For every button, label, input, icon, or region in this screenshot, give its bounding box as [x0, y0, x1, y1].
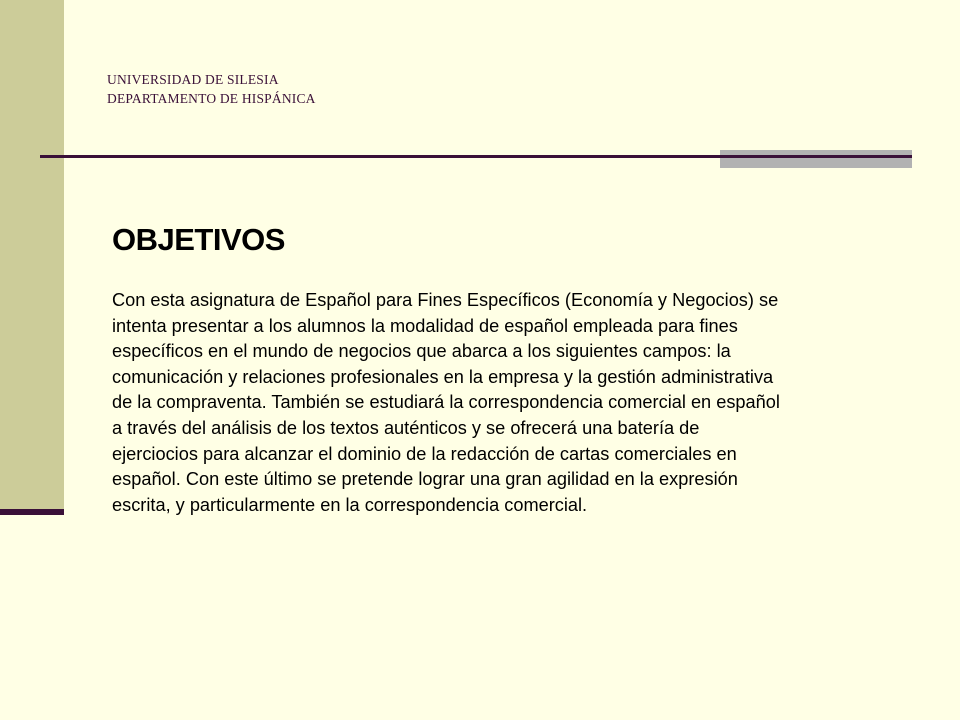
- slide-body: [112, 288, 912, 518]
- decorative-gray-block: [720, 150, 912, 168]
- header: [107, 70, 316, 108]
- divider-rule-overlay: [720, 155, 912, 158]
- department-name: DEPARTAMENTO DE HISPÁNICA: [107, 91, 316, 106]
- body-line: de la compraventa. También se estudiará la correspondencia comercial en español: [112, 392, 780, 413]
- body-line: español. Con este último se pretende lograr una gran agilidad en la expresión: [112, 469, 738, 490]
- body-line: Con esta asignatura de Español para Fines Específicos (Economía y Negocios) se: [112, 290, 779, 310]
- side-band: [0, 0, 64, 512]
- body-line: ejerciocios para alcanzar el dominio de la redacción de cartas comerciales en: [112, 443, 737, 464]
- side-rule: [0, 509, 64, 515]
- body-line: específicos en el mundo de negocios que abarca a los siguientes campos: la: [112, 341, 731, 362]
- body-line: comunicación y relaciones profesionales en la empresa y la gestión administrativa: [112, 366, 774, 387]
- body-line: escrita, y particularmente en la correspondencia comercial.: [112, 494, 588, 515]
- slide-title: OBJETIVOS: [112, 222, 285, 257]
- university-name: UNIVERSIDAD DE SILESIA: [107, 72, 279, 87]
- body-line: a través del análisis de los textos auténticos y se ofrecerá una batería de: [112, 417, 700, 438]
- body-line: intenta presentar a los alumnos la modalidad de español empleada para fines: [112, 315, 738, 336]
